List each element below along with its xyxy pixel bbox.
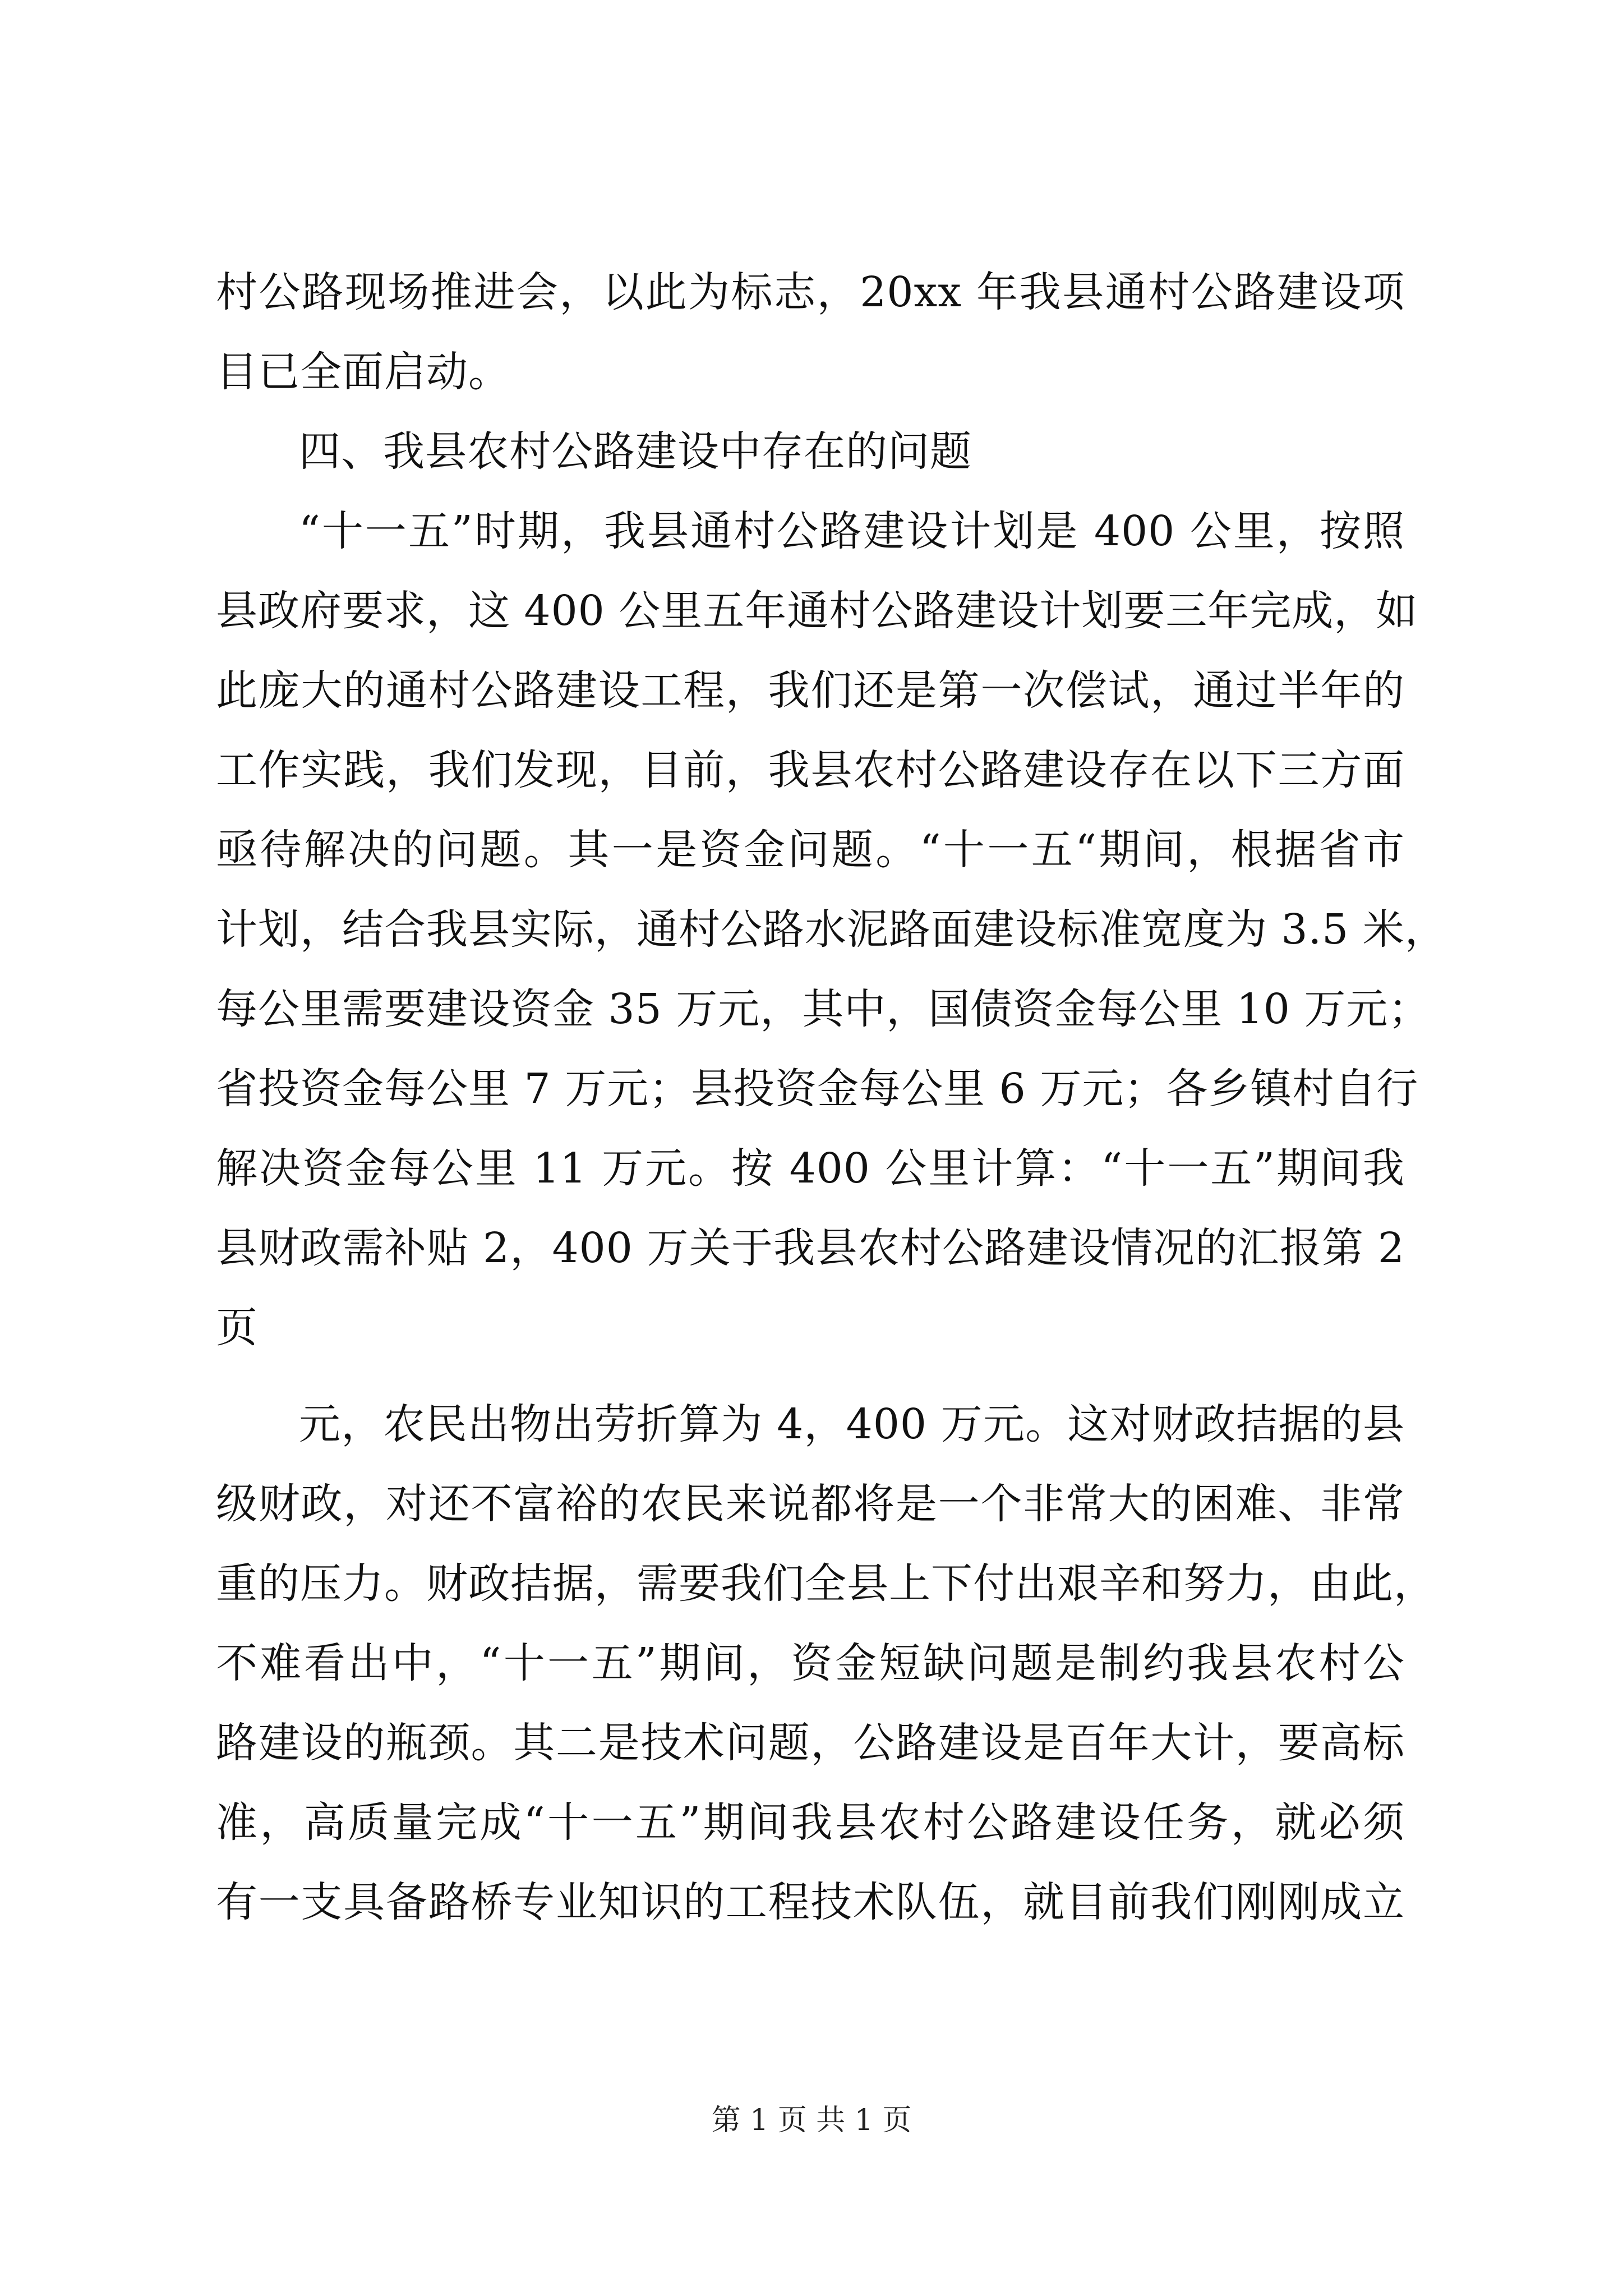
paragraph-line: 级财政，对还不富裕的农民来说都将是一个非常大的困难、非常 — [216, 1480, 1405, 1528]
document-body — [216, 252, 1447, 1942]
paragraph-line: “十一五”时期，我县通村公路建设计划是 400 公里，按照 — [299, 507, 1405, 555]
page-number-footer: 第 1 页 共 1 页 — [711, 2104, 912, 2137]
paragraph-line: 准，高质量完成“十一五”期间我县农村公路建设任务，就必须 — [216, 1798, 1405, 1847]
paragraph-line: 不难看出中，“十一五”期间，资金短缺问题是制约我县农村公 — [216, 1639, 1405, 1687]
paragraph-line: 元，农民出物出劳折算为 4，400 万元。这对财政拮据的县 — [299, 1400, 1405, 1448]
paragraph-line: 有一支具备路桥专业知识的工程技术队伍，就目前我们刚刚成立 — [216, 1878, 1405, 1926]
paragraph-line: 此庞大的通村公路建设工程，我们还是第一次偿试，通过半年的 — [216, 666, 1405, 715]
paragraph-line: 县财政需补贴 2，400 万关于我县农村公路建设情况的汇报第 2 — [216, 1224, 1405, 1272]
paragraph-line: 计划，结合我县实际，通村公路水泥路面建设标准宽度为 3.5 米， — [216, 905, 1447, 954]
paragraph-line: 亟待解决的问题。其一是资金问题。“十一五“期间，根据省市 — [216, 826, 1405, 874]
paragraph-line: 村公路现场推进会，以此为标志，20xx 年我县通村公路建设项 — [216, 268, 1405, 316]
paragraph-line: 路建设的瓶颈。其二是技术问题，公路建设是百年大计，要高标 — [216, 1719, 1405, 1767]
paragraph-line: 工作实践，我们发现，目前，我县农村公路建设存在以下三方面 — [216, 746, 1405, 794]
paragraph-line: 县政府要求，这 400 公里五年通村公路建设计划要三年完成，如 — [216, 587, 1418, 635]
paragraph-line: 每公里需要建设资金 35 万元，其中，国债资金每公里 10 万元； — [216, 985, 1431, 1033]
section-heading: 四、我县农村公路建设中存在的问题 — [299, 427, 972, 476]
paragraph-line: 省投资金每公里 7 万元；县投资金每公里 6 万元；各乡镇村自行 — [216, 1065, 1419, 1113]
paragraph-line: 页 — [216, 1304, 258, 1352]
paragraph-line: 目已全面启动。 — [216, 348, 510, 396]
paragraph-line: 解决资金每公里 11 万元。按 400 公里计算：“十一五”期间我 — [216, 1144, 1405, 1193]
paragraph-line: 重的压力。财政拮据，需要我们全县上下付出艰辛和努力，由此， — [216, 1559, 1436, 1608]
